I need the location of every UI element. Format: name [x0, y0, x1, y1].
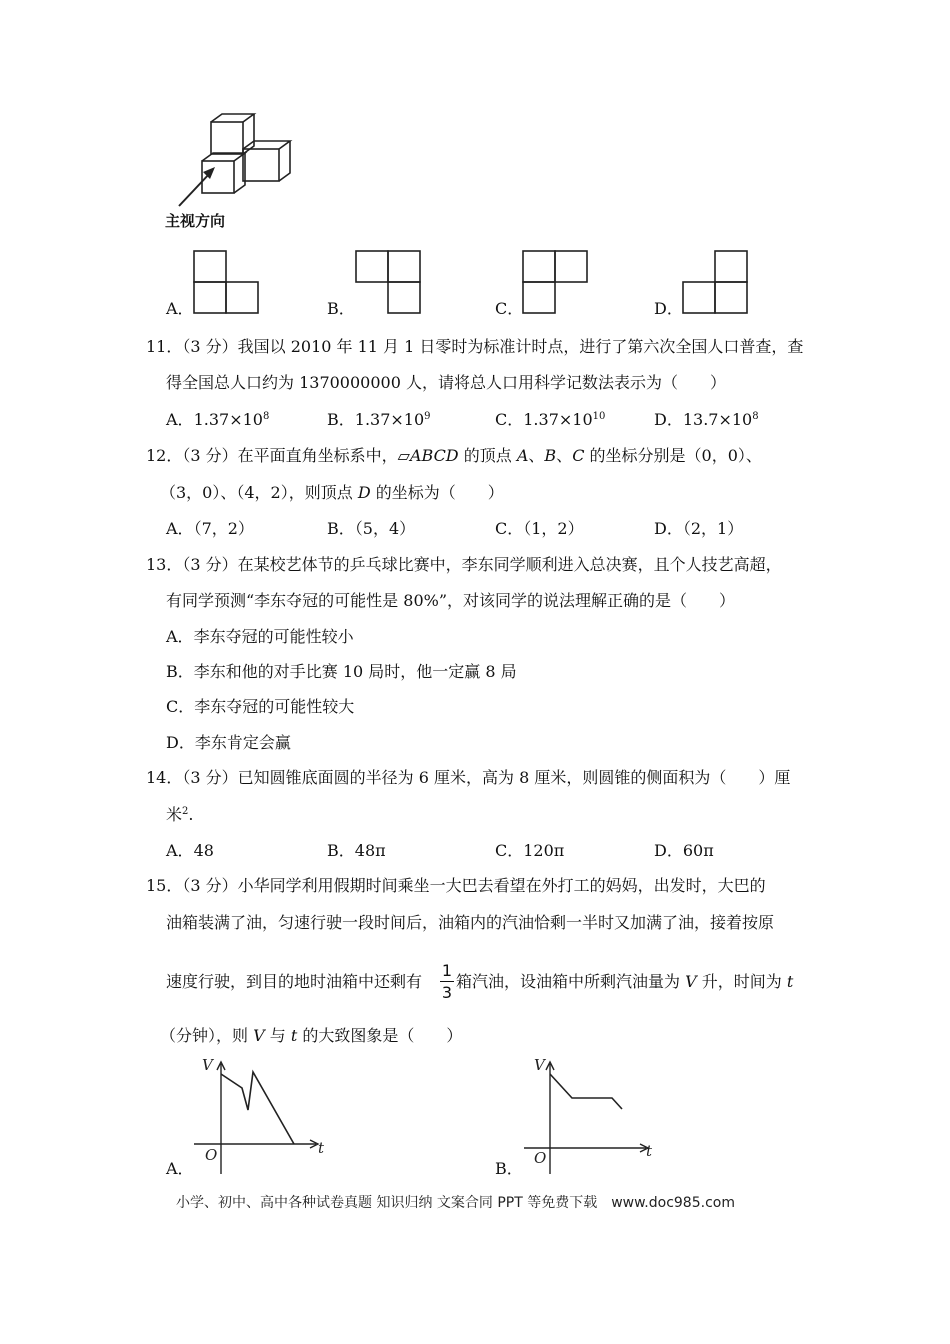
view-direction-arrow: [175, 160, 225, 210]
q12-line1: 12．（3 分）在平面直角坐标系中，▱ABCD 的顶点 A、B、C 的坐标分别是（0，0）、: [146, 446, 762, 465]
q13-option-b: B．李东和他的对手比赛 10 局时，他一定赢 8 局: [166, 662, 517, 681]
q15-graph-b-origin: O: [534, 1149, 547, 1167]
fraction-numerator: 1: [441, 961, 453, 980]
q15-line1: 15．（3 分）小华同学利用假期时间乘坐一大巴去看望在外打工的妈妈，出发时，大巴的: [146, 876, 766, 895]
q15-line3a: 速度行驶，到目的地时油箱中还剩有: [166, 972, 423, 991]
q10-option-a-letter: A．: [166, 299, 194, 318]
q13-line2: 有同学预测“李东夺冠的可能性是 80%”，对该同学的说法理解正确的是（ ）: [166, 591, 736, 610]
view-direction-label: 主视方向: [165, 212, 226, 230]
q11-line1: 11．（3 分）我国以 2010 年 11 月 1 日零时为标准计时点，进行了第六次全国人口普查，查: [146, 337, 804, 356]
q11-option-b: B．$1.37\times 10^9$: [327, 410, 431, 429]
q12-option-c: C．（1，2）: [495, 519, 584, 538]
q14-option-b: B．48π: [327, 841, 386, 860]
q10-option-d-letter: D．: [654, 299, 683, 318]
q13-option-c: C．李东夺冠的可能性较大: [166, 697, 355, 716]
q14-option-d: D．60π: [654, 841, 714, 860]
q10-option-b-view: [355, 250, 421, 314]
q15-graph-a-x-label: t: [318, 1139, 325, 1157]
q15-line2: 油箱装满了油，匀速行驶一段时间后，油箱内的汽油恰剩一半时又加满了油，接着按原: [166, 913, 775, 932]
q15-graph-a-y-label: V: [202, 1056, 213, 1074]
q15-line4: （分钟），则 V 与 t 的大致图象是（ ）: [160, 1026, 463, 1045]
q12-option-a: A．（7，2）: [166, 519, 254, 538]
fraction-bar: [440, 981, 454, 982]
q15-graph-a-origin: O: [205, 1146, 218, 1164]
q11-option-a: A．$1.37\times 10^8$: [166, 410, 270, 429]
q15-graph-a: [190, 1052, 335, 1177]
q15-line3b: 箱汽油，设油箱中所剩汽油量为 V 升，时间为 t: [456, 972, 794, 991]
q10-option-c-letter: C．: [495, 299, 524, 318]
page-footer: 小学、初中、高中各种试卷真题 知识归纳 文案合同 PPT 等免费下载 www.doc985.com: [176, 1195, 735, 1211]
q15-graph-a-letter: A．: [166, 1159, 194, 1178]
q11-option-c: C．$1.37\times 10^{10}$: [495, 410, 606, 429]
q10-option-b-letter: B．: [327, 299, 355, 318]
q10-option-d-view: [682, 250, 748, 314]
q14-line2: 米$^2$.: [166, 805, 194, 824]
q15-graph-b-letter: B．: [495, 1159, 523, 1178]
q12-option-b: B．（5，4）: [327, 519, 416, 538]
q14-line1: 14．（3 分）已知圆锥底面圆的半径为 6 厘米，高为 8 厘米，则圆锥的侧面积为（ ）厘: [146, 768, 791, 787]
q14-option-a: A．48: [166, 841, 214, 860]
q10-option-a-view: [193, 250, 259, 314]
q14-option-c: C．120π: [495, 841, 565, 860]
q12-option-d: D．（2，1）: [654, 519, 744, 538]
q13-option-a: A．李东夺冠的可能性较小: [166, 627, 354, 646]
q15-graph-b: [520, 1052, 665, 1177]
q11-line2: 得全国总人口约为 1370000000 人，请将总人口用科学记数法表示为（ ）: [166, 373, 726, 392]
q13-line1: 13．（3 分）在某校艺体节的乒乓球比赛中，李东同学顺利进入总决赛，且个人技艺高超，: [146, 555, 782, 574]
q11-option-d: D．$13.7\times 10^8$: [654, 410, 759, 429]
q13-option-d: D．李东肯定会赢: [166, 733, 291, 752]
q15-graph-b-y-label: V: [534, 1056, 545, 1074]
q10-option-c-view: [522, 250, 588, 314]
q15-graph-b-x-label: t: [646, 1142, 653, 1160]
fraction-denominator: 3: [441, 983, 453, 1002]
q12-line2: （3，0）、（4，2），则顶点 D 的坐标为（ ）: [160, 483, 504, 502]
